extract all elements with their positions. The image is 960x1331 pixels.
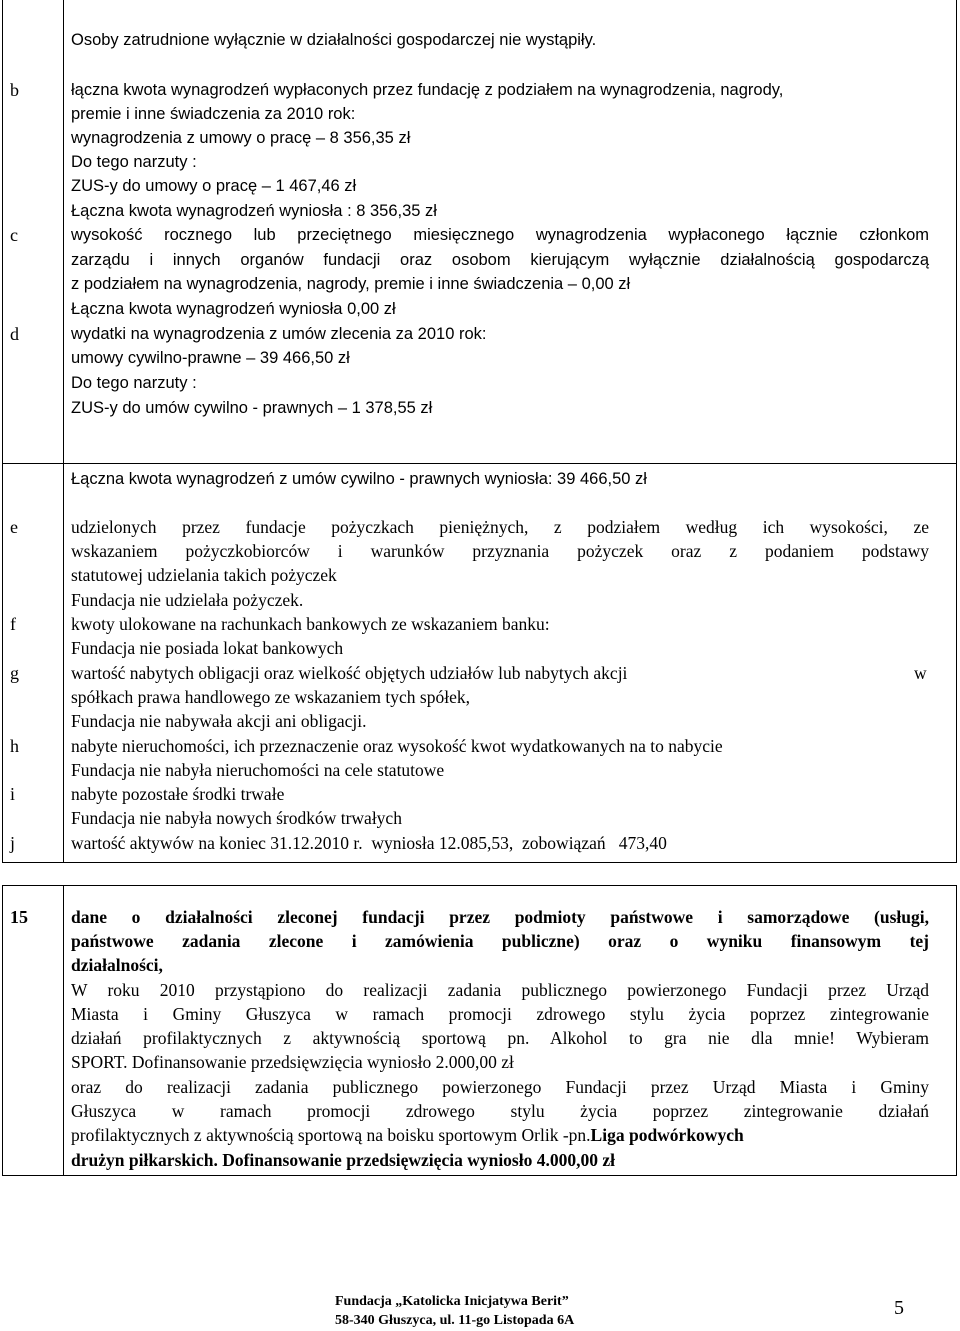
j-line-1: wartość aktywów na koniec 31.12.2010 r. wyniosła 12.085,53, zobowiązań 473,40	[71, 833, 667, 853]
f-line-2: Fundacja nie posiada lokat bankowych	[71, 638, 344, 658]
e-line-1: udzielonych przez fundacje pożyczkach pieniężnych, z podziałem według ich wysokości, ze	[71, 517, 929, 537]
s15-para-8: drużyn piłkarskich. Dofinansowanie przedsięwzięcia wyniosło 4.000,00 zł	[71, 1150, 615, 1170]
s15-para-5: oraz do realizacji zadania publicznego powierzonego Fundacji przez Urząd Miasta i Gminy	[71, 1077, 929, 1097]
b-line-6: Łączna kwota wynagrodzeń wyniosła : 8 356,35 zł	[71, 202, 437, 220]
table-row-divider	[2, 463, 957, 464]
g-line-3: Fundacja nie nabywała akcji ani obligacji.	[71, 711, 367, 731]
label-c: c	[10, 225, 18, 245]
s15-heading-1: dane o działalności zleconej fundacji przez podmioty państwowe i samorządowe (usługi,	[71, 907, 929, 927]
b-line-3: wynagrodzenia z umowy o pracę – 8 356,35 zł	[71, 129, 411, 147]
label-d: d	[10, 324, 19, 344]
b-line-4: Do tego narzuty :	[71, 153, 197, 171]
label-b: b	[10, 80, 19, 100]
label-i: i	[10, 784, 16, 804]
c-line-3: z podziałem na wynagrodzenia, nagrody, premie i inne świadczenia – 0,00 zł	[71, 275, 631, 293]
section15-border-left	[2, 885, 3, 1175]
d-line-1: wydatki na wynagrodzenia z umów zlecenia za 2010 rok:	[71, 325, 487, 343]
s15-heading-3: działalności,	[71, 955, 163, 975]
s15-para-2: Miasta i Gminy Głuszyca w ramach promocji zdrowego stylu życia poprzez zintegrowanie	[71, 1004, 929, 1024]
b-line-2: premie i inne świadczenia za 2010 rok:	[71, 105, 356, 123]
i-line-2: Fundacja nie nabyła nowych środków trwałych	[71, 808, 402, 828]
table-border-left-lower	[2, 463, 3, 863]
footer-foundation-name: Fundacja „Katolicka Inicjatywa Berit”	[335, 1294, 569, 1309]
section15-column-divider	[63, 885, 64, 1175]
s15-para-7	[71, 1123, 929, 1147]
s15-para-6: Głuszyca w ramach promocji zdrowego stylu życia poprzez zintegrowanie działań	[71, 1101, 929, 1121]
b-line-5: ZUS-y do umowy o pracę – 1 467,46 zł	[71, 177, 357, 195]
table-bottom-border	[2, 862, 957, 863]
section15-top-border	[2, 885, 957, 886]
section15-bottom-border	[2, 1175, 957, 1176]
footer-address: 58-340 Głuszyca, ul. 11-go Listopada 6A	[335, 1313, 575, 1328]
table-border-right	[956, 0, 957, 463]
s15-para-1: W roku 2010 przystąpiono do realizacji zadania publicznego powierzonego Fundacji przez Urząd	[71, 980, 929, 1000]
g-line-1-tail: w	[914, 663, 927, 683]
label-h: h	[10, 736, 19, 756]
e-line-4: Fundacja nie udzielała pożyczek.	[71, 590, 304, 610]
section15-border-right	[956, 885, 957, 1175]
d-line-3: Do tego narzuty :	[71, 374, 197, 392]
label-f: f	[10, 614, 16, 634]
e-line-2: wskazaniem pożyczkobiorców i warunków przyznania pożyczek oraz z podaniem podstawy	[71, 541, 929, 561]
table-column-divider	[63, 0, 64, 463]
s15-para-4: SPORT. Dofinansowanie przedsięwzięcia wyniosło 2.000,00 zł	[71, 1052, 514, 1072]
top-line: Osoby zatrudnione wyłącznie w działalności gospodarczej nie wystąpiły.	[71, 31, 597, 49]
g-line-2: spółkach prawa handlowego ze wskazaniem tych spółek,	[71, 687, 470, 707]
label-g: g	[10, 663, 19, 683]
table-border-left	[2, 0, 3, 463]
s15-para-7-bold: Liga podwórkowych	[590, 1125, 744, 1145]
i-line-1: nabyte pozostałe środki trwałe	[71, 784, 285, 804]
g-line-1: wartość nabytych obligacji oraz wielkość objętych udziałów lub nabytych akcji	[71, 663, 628, 683]
b-line-1: łączna kwota wynagrodzeń wypłaconych przez fundację z podziałem na wynagrodzenia, nagrody,	[71, 81, 784, 99]
e-line-3: statutowej udzielania takich pożyczek	[71, 565, 337, 585]
d-line-4: ZUS-y do umów cywilno - prawnych – 1 378,55 zł	[71, 399, 433, 417]
h-line-1: nabyte nieruchomości, ich przeznaczenie oraz wysokość kwot wydatkowanych na to nabycie	[71, 736, 723, 756]
s15-para-3: działań profilaktycznych z aktywnością sportową pn. Alkohol to gra nie dla mnie! Wybieram	[71, 1028, 929, 1048]
page-number: 5	[894, 1297, 904, 1319]
s15-para-7-regular: profilaktycznych z aktywnością sportową na boisku sportowym Orlik -pn.	[71, 1125, 591, 1145]
f-line-1: kwoty ulokowane na rachunkach bankowych ze wskazaniem banku:	[71, 614, 550, 634]
h-line-2: Fundacja nie nabyła nieruchomości na cele statutowe	[71, 760, 445, 780]
c-line-1: wysokość rocznego lub przeciętnego miesięcznego wynagrodzenia wypłaconego łącznie członkom	[71, 226, 929, 244]
d-line-2: umowy cywilno-prawne – 39 466,50 zł	[71, 349, 350, 367]
label-15: 15	[10, 907, 28, 927]
c-line-2: zarządu i innych organów fundacji oraz osobom kierującym wyłącznie działalnością gospodarczą	[71, 251, 929, 269]
c-line-4: Łączna kwota wynagrodzeń wyniosła 0,00 zł	[71, 300, 396, 318]
label-j: j	[10, 833, 16, 853]
label-e: e	[10, 517, 18, 537]
table-column-divider-lower	[63, 463, 64, 863]
table-border-right-lower	[956, 463, 957, 863]
s15-heading-2: państwowe zadania zlecone i zamówienia publiczne) oraz o wyniku finansowym tej	[71, 931, 929, 951]
d-line-5: Łączna kwota wynagrodzeń z umów cywilno - prawnych wyniosła: 39 466,50 zł	[71, 470, 647, 488]
